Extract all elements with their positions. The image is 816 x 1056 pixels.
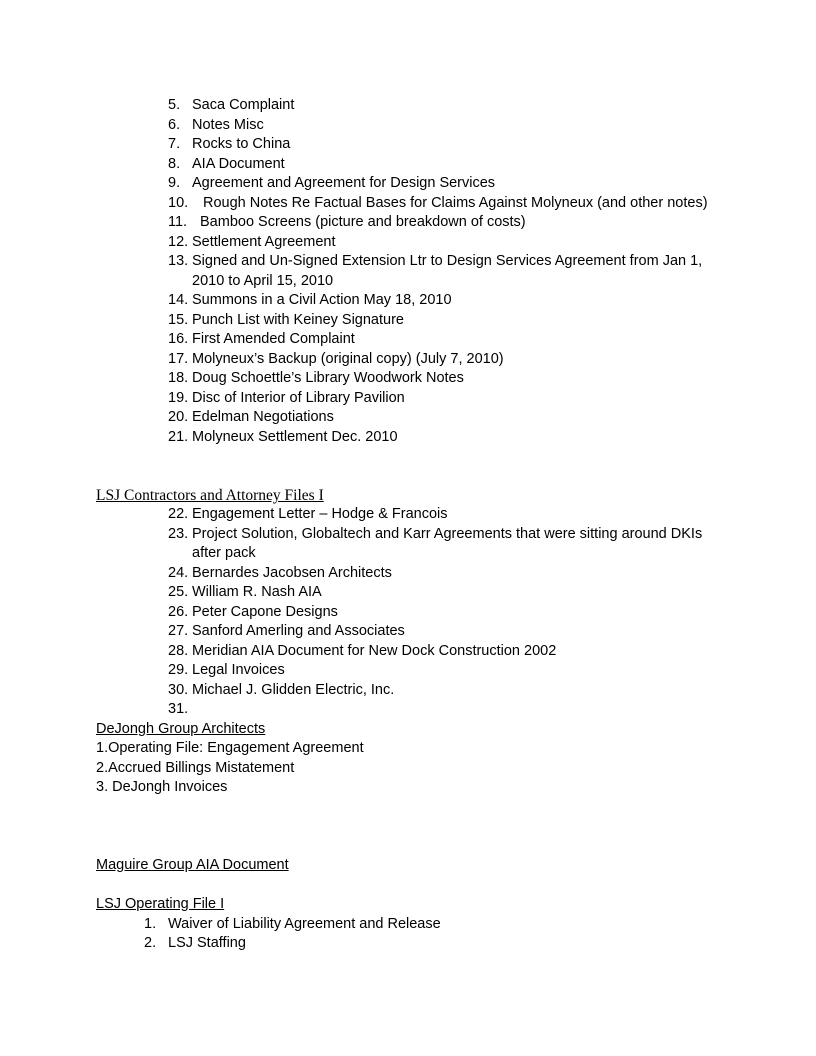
list-item-continuation <box>168 272 728 292</box>
list-item-number: 18. <box>168 370 189 386</box>
list-item-text: Summons in a Civil Action May 18, 2010 <box>192 292 452 308</box>
list-item <box>168 428 728 448</box>
list-item-text: 2010 to April 15, 2010 <box>192 272 334 289</box>
list-item <box>168 116 728 136</box>
list-item-number: 2. <box>144 935 157 951</box>
list-item <box>168 642 728 662</box>
list-item-number: 27. <box>168 623 189 639</box>
list-item <box>168 233 728 253</box>
list-item <box>144 934 704 954</box>
list-item <box>168 350 728 370</box>
list-item-text: First Amended Complaint <box>192 331 355 347</box>
list-item-number: 6. <box>168 116 181 133</box>
list-item-text: Bamboo Screens (picture and breakdown of costs) <box>200 214 526 230</box>
list-item <box>168 213 728 233</box>
list-item-text: Punch List with Keiney Signature <box>192 311 404 328</box>
list-item-number: 28. <box>168 642 189 659</box>
list-item-text: Rocks to China <box>192 136 291 152</box>
list-item-text: Disc of Interior of Library Pavilion <box>192 389 405 406</box>
list-item-number: 12. <box>168 233 189 250</box>
list-item-text: Project Solution, Globaltech and Karr Agreements that were sitting around DKIs <box>192 525 703 542</box>
list-item: 1.Operating File: Engagement Agreement <box>96 740 364 756</box>
list-item <box>168 661 728 681</box>
list-item <box>168 525 728 545</box>
list-item-number: 26. <box>168 603 189 620</box>
section-heading: LSJ Contractors and Attorney Files I <box>96 487 324 504</box>
list-item <box>168 389 728 409</box>
section-heading: Maguire Group AIA Document <box>96 857 289 873</box>
list-item-number: 30. <box>168 681 189 698</box>
list-item <box>168 681 728 701</box>
list-item <box>168 408 728 428</box>
list-item-text: Signed and Un-Signed Extension Ltr to Design Services Agreement from Jan 1, <box>192 253 703 269</box>
list-item-number: 5. <box>168 97 181 113</box>
list-item-number: 24. <box>168 564 189 581</box>
list-item <box>168 622 728 642</box>
list-item <box>168 564 728 584</box>
list-item-number: 15. <box>168 311 189 328</box>
list-item <box>168 194 728 214</box>
list-item-number: 29. <box>168 662 189 678</box>
list-item-text: Molyneux’s Backup (original copy) (July 7, 2010) <box>192 350 504 367</box>
section-heading: DeJongh Group Architects <box>96 720 266 737</box>
list-item-text: Peter Capone Designs <box>192 603 338 620</box>
list-item-number: 25. <box>168 584 189 600</box>
list-item <box>168 135 728 155</box>
list-item-text: Saca Complaint <box>192 97 295 113</box>
list-item <box>168 369 728 389</box>
list-item-number: 21. <box>168 428 189 445</box>
list-item-text: AIA Document <box>192 155 285 172</box>
list-item-text: Michael J. Glidden Electric, Inc. <box>192 681 395 698</box>
list-item <box>168 700 728 720</box>
list-item-number: 11. <box>168 214 188 230</box>
list-item-number: 31. <box>168 701 189 717</box>
list-item-number: 9. <box>168 175 181 191</box>
list-item-number: 19. <box>168 389 189 406</box>
list-item-text: Engagement Letter – Hodge & Francois <box>192 506 448 522</box>
list-item <box>168 174 728 194</box>
list-item-text: Meridian AIA Document for New Dock Construction 2002 <box>192 642 557 659</box>
list-item-number: 23. <box>168 525 189 542</box>
list-item-text: Notes Misc <box>192 116 264 133</box>
list-item-text: LSJ Staffing <box>168 935 246 951</box>
list-item-number: 13. <box>168 253 189 269</box>
list-item-number: 1. <box>144 915 157 932</box>
list-item <box>168 311 728 331</box>
list-item-text: Molyneux Settlement Dec. 2010 <box>192 428 398 445</box>
list-item-text: Legal Invoices <box>192 662 285 678</box>
list-item-text: Waiver of Liability Agreement and Release <box>168 915 441 932</box>
list-item <box>168 291 728 311</box>
list-item-number: 8. <box>168 155 181 172</box>
list-item-text: Bernardes Jacobsen Architects <box>192 564 392 581</box>
list-item-text: Rough Notes Re Factual Bases for Claims Against Molyneux (and other notes) <box>203 194 708 211</box>
list-item <box>168 155 728 175</box>
list-item-number: 16. <box>168 331 189 347</box>
list-item <box>168 505 728 525</box>
list-item <box>168 96 728 116</box>
list-item <box>144 915 704 935</box>
list-item <box>168 252 728 272</box>
list-item <box>168 603 728 623</box>
list-item: 3. DeJongh Invoices <box>96 779 228 795</box>
list-item-text: Agreement and Agreement for Design Services <box>192 175 496 191</box>
list-item: 2.Accrued Billings Mistatement <box>96 759 295 776</box>
list-item <box>168 330 728 350</box>
list-item-number: 22. <box>168 506 189 522</box>
list-item-text: Sanford Amerling and Associates <box>192 623 405 639</box>
list-item-text: Settlement Agreement <box>192 233 336 250</box>
list-item-text: Doug Schoettle’s Library Woodwork Notes <box>192 370 464 386</box>
list-item-number: 17. <box>168 350 189 367</box>
list-item-text: after pack <box>192 545 256 561</box>
list-item-text: Edelman Negotiations <box>192 409 334 425</box>
list-item-number: 20. <box>168 409 189 425</box>
list-item-number: 14. <box>168 292 189 308</box>
list-item-continuation <box>168 544 728 564</box>
section-heading: LSJ Operating File I <box>96 896 225 912</box>
list-item-number: 10. <box>168 194 189 211</box>
list-item-text: William R. Nash AIA <box>192 584 322 600</box>
list-item <box>168 583 728 603</box>
list-item-number: 7. <box>168 136 181 152</box>
